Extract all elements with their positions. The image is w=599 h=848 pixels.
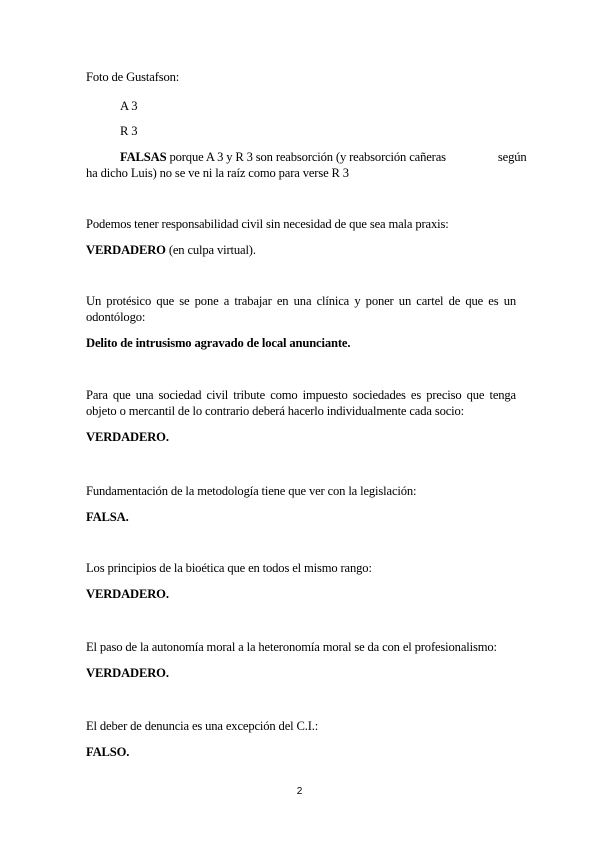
q1-answer-text: porque A 3 y R 3 son reabsorción (y reabsorción cañeras (166, 150, 446, 164)
q2-answer (86, 243, 256, 258)
q5-answer: FALSA. (86, 510, 129, 524)
q2-answer-text: (en culpa virtual). (165, 243, 256, 257)
q4-statement-line2: objeto o mercantil de lo contrario deberá hacerlo individualmente cada socio: (86, 404, 465, 418)
q1-answer-line2: ha dicho Luis) no se ve ni la raíz como para verse R 3 (86, 166, 349, 180)
q6-answer: VERDADERO. (86, 587, 169, 601)
q2-statement: Podemos tener responsabilidad civil sin necesidad de que sea mala praxis: (86, 217, 449, 231)
q7-answer: VERDADERO. (86, 666, 169, 680)
q8-answer: FALSO. (86, 745, 130, 759)
q4-statement-line1: Para que una sociedad civil tribute como impuesto sociedades es preciso que tenga (86, 388, 516, 402)
q8-statement: El deber de denuncia es una excepción del C.I.: (86, 719, 319, 733)
q2-answer-bold: VERDADERO (86, 243, 166, 257)
q1-answer-tail: según (497, 150, 527, 164)
foto-item-r: R 3 (120, 124, 138, 138)
page-number: 2 (296, 786, 303, 797)
foto-title: Foto de Gustafson: (86, 70, 180, 84)
q3-answer: Delito de intrusismo agravado de local anunciante. (86, 336, 351, 350)
foto-item-a: A 3 (120, 99, 138, 113)
q1-answer-bold: FALSAS (120, 150, 167, 164)
q3-statement-line2: odontólogo: (86, 310, 146, 324)
q3-statement-line1: Un protésico que se pone a trabajar en una clínica y poner un cartel de que es un (86, 294, 516, 308)
q5-statement: Fundamentación de la metodología tiene que ver con la legislación: (86, 484, 417, 498)
q6-statement: Los principios de la bioética que en todos el mismo rango: (86, 561, 372, 575)
q1-answer-line1 (120, 150, 527, 165)
q4-answer: VERDADERO. (86, 430, 169, 444)
q7-statement: El paso de la autonomía moral a la heteronomía moral se da con el profesionalismo: (86, 640, 497, 654)
